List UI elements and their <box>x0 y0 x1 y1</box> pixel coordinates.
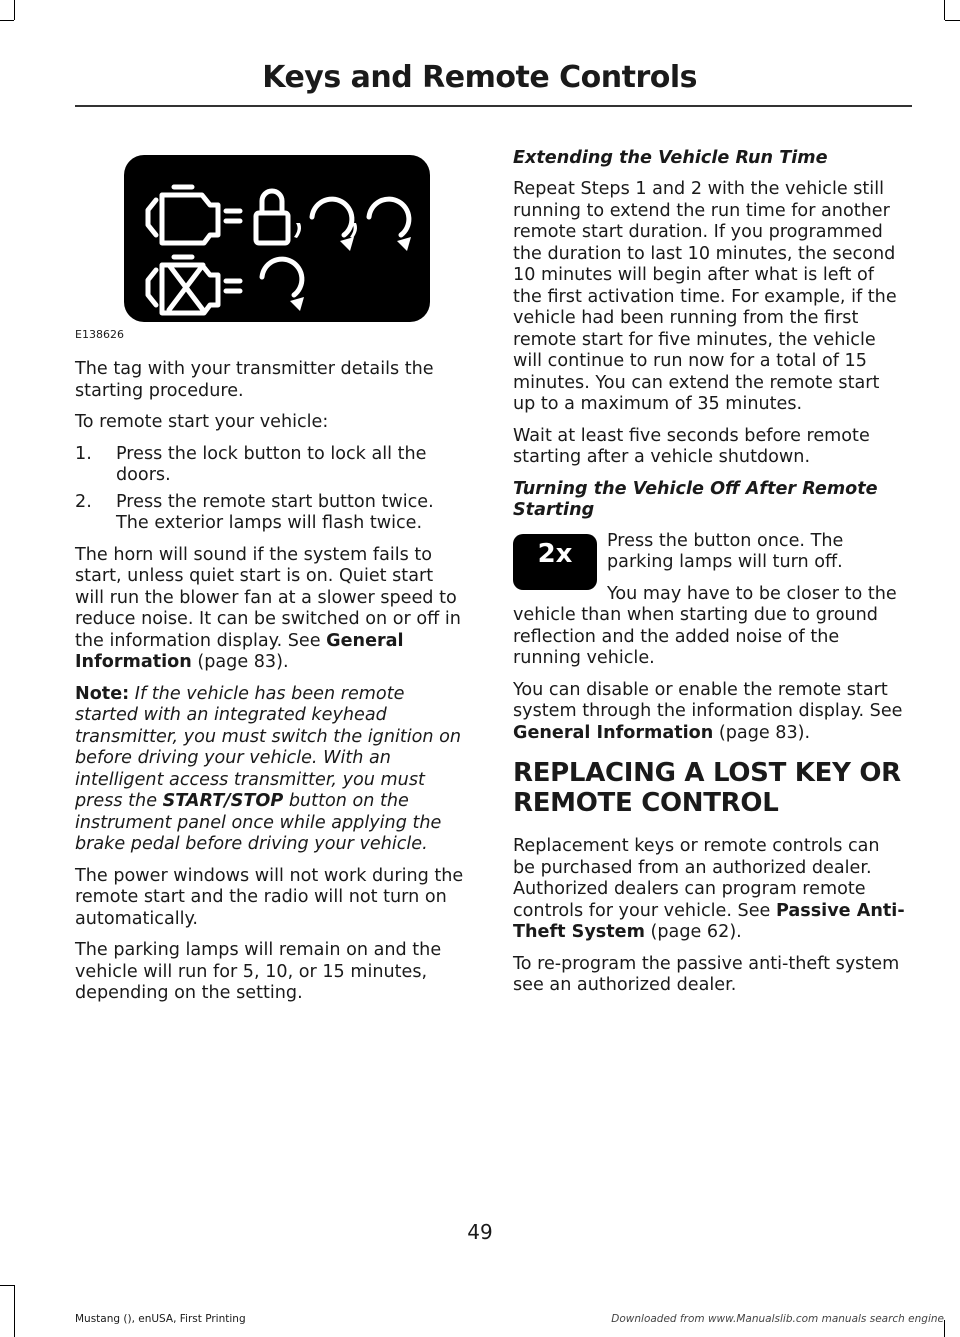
passive-anti-theft-link[interactable]: Passive Anti-Theft System <box>513 900 905 942</box>
text: (page 62). <box>644 922 742 942</box>
source-url: Downloaded from www.Manualslib.com manuals search engine <box>611 1313 944 1325</box>
general-information-link[interactable]: General Information <box>513 722 714 743</box>
page-title: Keys and Remote Controls <box>262 60 697 95</box>
crop-mark <box>0 1285 14 1286</box>
crop-mark <box>945 20 960 21</box>
paragraph: The parking lamps will remain on and the vehicle will run for 5, 10, or 15 minutes, depending on the setting. <box>75 940 442 1003</box>
page-number: 49 <box>467 1220 493 1244</box>
text: button on the instrument panel once while applying the brake pedal before driving your vehicle. <box>75 791 442 854</box>
paragraph: You may have to be closer to the vehicle than when starting due to ground reflection and the added noise of the running vehicle. <box>513 583 897 668</box>
step-text: Press the remote start button twice. The exterior lamps will flash twice. <box>116 491 434 533</box>
paragraph: Press the button once. The parking lamps will turn off. <box>607 530 844 572</box>
paragraph <box>513 680 905 745</box>
figure-code: E138626 <box>75 328 124 341</box>
paragraph: The power windows will not work during the remote start and the radio will not turn on automatically. <box>75 865 464 929</box>
step-text: Press the lock button to lock all the doors. <box>116 443 427 485</box>
crop-mark <box>14 0 15 20</box>
start-stop-label: START/STOP <box>162 791 284 811</box>
crop-mark <box>944 0 945 20</box>
note <box>75 684 467 856</box>
edition-footer: Mustang (), enUSA, First Printing <box>75 1313 246 1325</box>
text: The horn will sound if the system fails to start, unless quiet start is on. Quiet start will run the blower fan at a slower speed to reduce noise. It can be switched on or off in the information display. See <box>75 544 461 651</box>
right-column <box>513 148 905 1007</box>
paragraph <box>75 545 467 674</box>
list-item <box>75 444 467 487</box>
text: (page 83). <box>713 722 811 743</box>
paragraph: Wait at least five seconds before remote starting after a vehicle shutdown. <box>513 425 870 467</box>
crop-mark <box>14 1285 15 1337</box>
left-column <box>75 359 467 1015</box>
steps-list <box>75 444 467 535</box>
general-information-link[interactable]: General Information <box>75 630 404 672</box>
note-label: Note: <box>75 683 130 704</box>
paragraph: To remote start your vehicle: <box>75 412 329 432</box>
remote-start-legend-graphic <box>124 155 430 322</box>
text: If the vehicle has been remote started with an integrated keyhead transmitter, you must switch the ignition on before driving your vehicle. With an intelligent access transmitter, you must press the <box>75 683 462 811</box>
header-rule <box>75 105 912 107</box>
crop-mark <box>0 20 14 21</box>
paragraph: The tag with your transmitter details the starting procedure. <box>75 359 434 401</box>
text: (page 83). <box>191 652 289 672</box>
paragraph <box>513 836 905 944</box>
subheading: Extending the Vehicle Run Time <box>513 148 828 168</box>
text: Replacement keys or remote controls can be purchased from an authorized dealer. Authorized dealers can program remote controls for your vehicle. See <box>513 836 880 921</box>
list-item <box>75 492 467 535</box>
text: You can disable or enable the remote start system through the information display. See <box>513 679 903 721</box>
crop-mark <box>944 1320 945 1337</box>
paragraph: Repeat Steps 1 and 2 with the vehicle still running to extend the run time for another remote start duration. If you programmed the duration to last 10 minutes, the second 10 minutes will begin after what is left of the first activation time. For example, if the vehicle had been running from the first remote start for five minutes, the vehicle will continue to run now for a total of 15 minutes. You can extend the remote start up to a maximum of 35 minutes. <box>513 179 897 414</box>
remote-start-2x-icon <box>513 534 597 590</box>
paragraph: To re-program the passive anti-theft system see an authorized dealer. <box>513 953 900 995</box>
icon-label: 2x <box>537 538 573 569</box>
engine-lock-remote-icon <box>124 155 430 322</box>
section-heading <box>513 758 905 818</box>
heading-line: REMOTE CONTROL <box>513 788 779 818</box>
step-number: 1. <box>75 443 92 464</box>
subheading: Turning the Vehicle Off After Remote Starting <box>513 478 878 520</box>
step-number: 2. <box>75 491 92 512</box>
heading-line: REPLACING A LOST KEY OR <box>513 758 901 788</box>
